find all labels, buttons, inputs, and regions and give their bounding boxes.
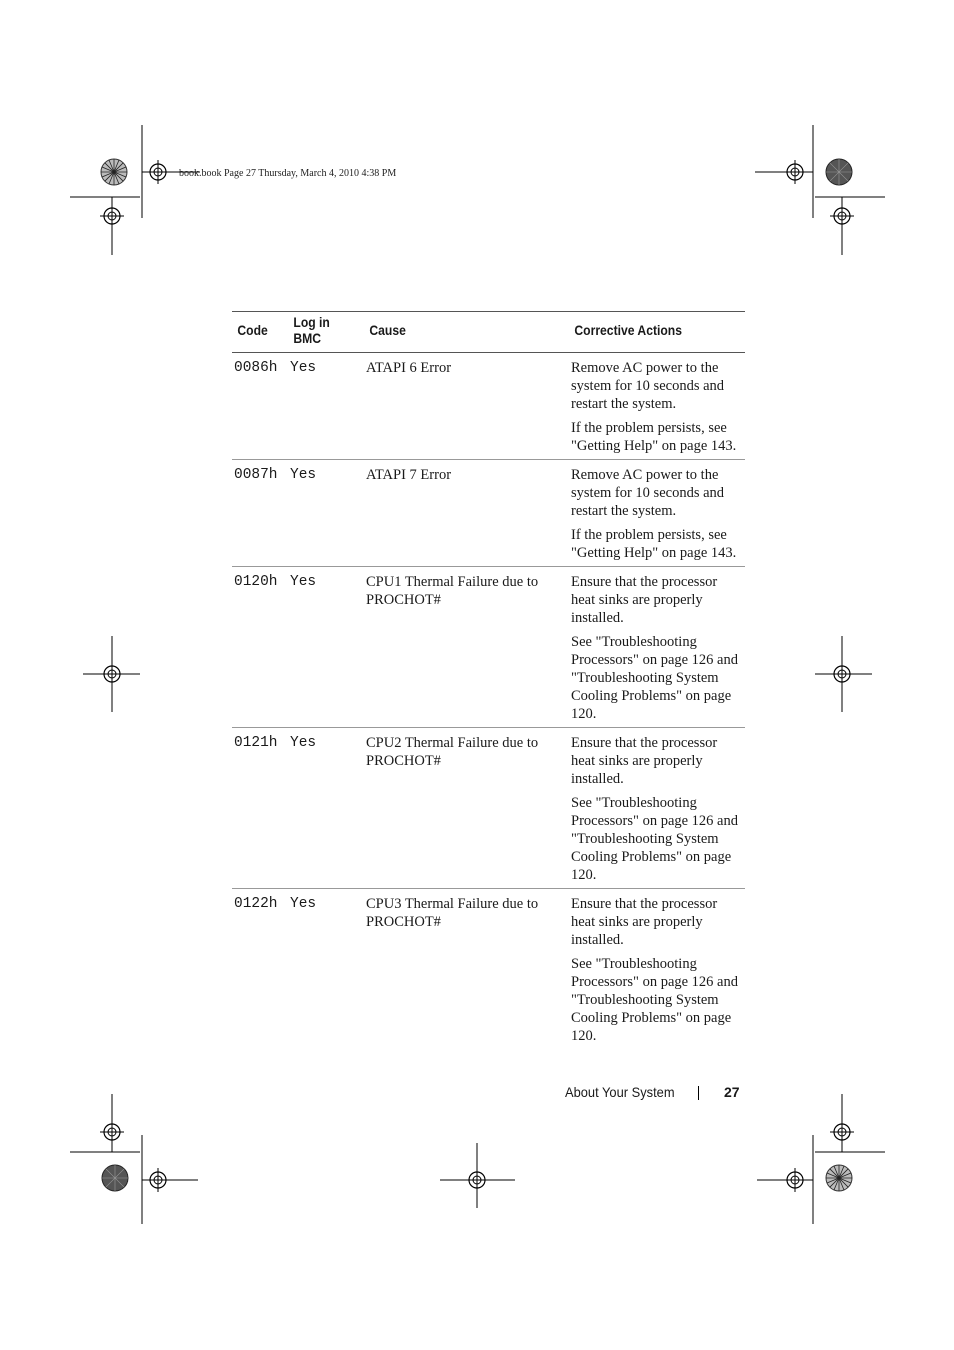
print-info: book.book Page 27 Thursday, March 4, 2010 4:38 PM <box>179 168 397 179</box>
table-row <box>232 889 745 1050</box>
cause-cell: CPU2 Thermal Failure due to PROCHOT# <box>364 728 569 889</box>
log-cell: Yes <box>288 353 364 460</box>
log-cell: Yes <box>288 728 364 889</box>
actions-cell <box>569 353 745 460</box>
page-number: 27 <box>724 1084 740 1100</box>
cause-cell: CPU1 Thermal Failure due to PROCHOT# <box>364 567 569 728</box>
action-text: See "Troubleshooting Processors" on page 126 and "Troubleshooting System Cooling Problems" on page 120. <box>571 795 738 883</box>
header-code: Code <box>232 312 282 353</box>
code-cell: 0086h <box>232 353 288 460</box>
table-header-row <box>232 312 745 353</box>
error-codes-table <box>232 311 745 1049</box>
action-text: Remove AC power to the system for 10 seconds and restart the system. <box>571 360 725 412</box>
actions-cell <box>569 889 745 1050</box>
header-log-in-bmc: Log in BMC <box>288 312 356 353</box>
code-cell: 0121h <box>232 728 288 889</box>
action-text: See "Troubleshooting Processors" on page 126 and "Troubleshooting System Cooling Problems" on page 120. <box>571 634 738 722</box>
cause-cell: ATAPI 6 Error <box>364 353 569 460</box>
action-text: If the problem persists, see "Getting Help" on page 143. <box>571 420 737 454</box>
cause-cell: CPU3 Thermal Failure due to PROCHOT# <box>366 896 539 930</box>
cause-cell: ATAPI 7 Error <box>364 460 569 567</box>
header-corrective-actions: Corrective Actions <box>569 312 727 353</box>
footer-divider <box>698 1086 699 1100</box>
log-cell: Yes <box>288 460 364 567</box>
code-cell: 0087h <box>232 460 288 567</box>
action-text: Ensure that the processor heat sinks are properly installed. <box>571 896 718 948</box>
action-text: If the problem persists, see "Getting Help" on page 143. <box>571 527 737 561</box>
table-row <box>232 567 745 728</box>
footer-section-title: About Your System <box>565 1084 675 1100</box>
log-cell: Yes <box>288 567 364 728</box>
actions-cell <box>569 567 745 728</box>
actions-cell <box>569 460 745 567</box>
table-row <box>232 728 745 889</box>
action-text: Ensure that the processor heat sinks are properly installed. <box>571 735 718 787</box>
table-row <box>232 460 745 567</box>
table-row <box>232 353 745 460</box>
header-cause: Cause <box>364 312 549 353</box>
actions-cell <box>569 728 745 889</box>
code-cell: 0122h <box>234 896 278 912</box>
code-cell: 0120h <box>232 567 288 728</box>
action-text: See "Troubleshooting Processors" on page 126 and "Troubleshooting System Cooling Problems" on page 120. <box>571 956 738 1044</box>
action-text: Remove AC power to the system for 10 seconds and restart the system. <box>571 467 725 519</box>
log-cell: Yes <box>290 896 317 912</box>
action-text: Ensure that the processor heat sinks are properly installed. <box>571 574 718 626</box>
